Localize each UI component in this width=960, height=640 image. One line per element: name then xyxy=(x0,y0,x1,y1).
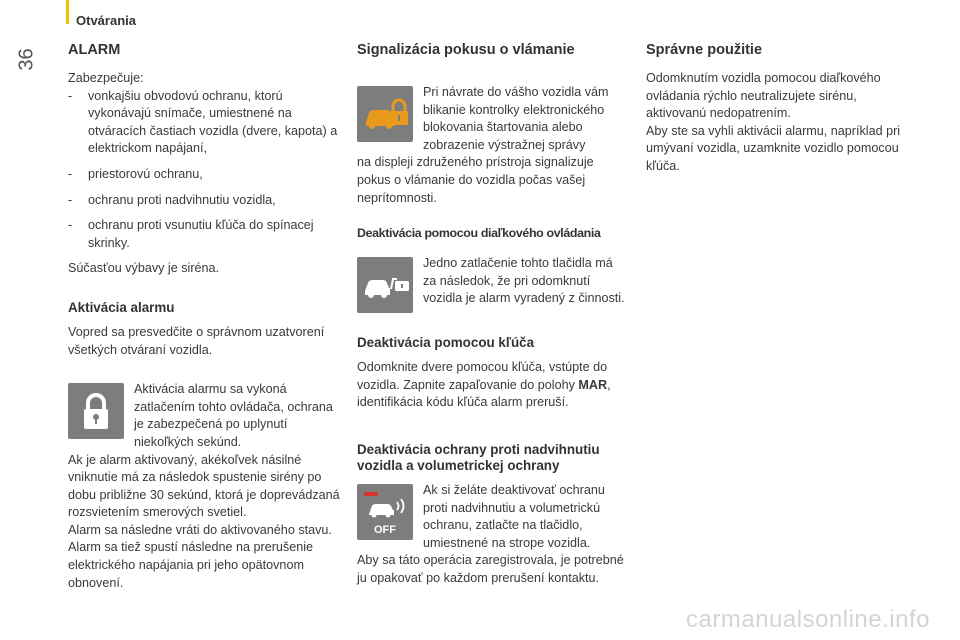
key-deactivation-heading: Deaktivácia pomocou kľúča xyxy=(357,335,535,351)
lift-after-text: Aby sa táto operácia zaregistrovala, je potrebné ju opakovať po každom prerušení kontaktu. xyxy=(357,553,624,585)
correct-use-text: Odomknutím vozidla pomocou diaľkového ovládania rýchlo neutralizujete sirénu, aktivovanú nedopatrením. Aby ste sa vyhli aktivácii alarmu, napríklad pri umývaní vozidla, uzamknite vozidlo pomocou kľúča. xyxy=(646,71,901,173)
remote-icon-text: Jedno zatlačenie tohto tlačidla má za následok, že pri odomknutí vozidla je alarm vyradený z činnosti. xyxy=(423,256,625,306)
activation-text: Vopred sa presvedčite o správnom uzatvorení všetkých otváraní vozidla. xyxy=(68,324,325,357)
column-3 xyxy=(646,40,908,176)
activation-icon-block xyxy=(68,381,340,451)
car-lock-warning-icon xyxy=(357,86,413,142)
remote-deactivation-heading: Deaktivácia pomocou diaľkového ovládania xyxy=(357,226,601,241)
key-deactivation-text: Odomknite dvere pomocou kľúča, vstúpte do vozidla. Zapnite zapaľovanie do polohy MAR, identifikácia kódu kľúča alarm preruší. xyxy=(357,360,611,410)
section-title: Otvárania xyxy=(76,13,136,28)
activation-after-text: Ak je alarm aktivovaný, akékoľvek násilné vniknutie má za následok spustenie sirény po dobu približne 30 sekúnd, ktorá je doprevádzaná rozsvietením smerových svetiel. Alarm sa následne vráti do aktivovaného stavu. Alarm sa tiež spustí následne na prerušenie elektrického napájania pri jeho opätovnom obnovení. xyxy=(68,452,340,590)
signal-after-text: na displeji združeného prístroja signalizuje pokus o vlámanie do vozidla počas vašej neprítomnosti. xyxy=(357,155,594,205)
padlock-icon xyxy=(68,383,124,439)
column-1 xyxy=(68,40,340,592)
alarm-heading: ALARM xyxy=(68,42,121,58)
lift-icon-block xyxy=(357,482,629,552)
activation-icon-text: Aktivácia alarmu sa vykoná zatlačením tohto ovládača, ochrana je zabezpečená po uplynutí niekoľkých sekúnd. xyxy=(134,382,333,449)
correct-use-heading: Správne použitie xyxy=(646,42,763,58)
list-item: - ochranu proti nadvihnutiu vozidla, xyxy=(68,192,276,207)
signal-heading: Signalizácia pokusu o vlámanie xyxy=(357,42,575,58)
lift-icon-text: Ak si želáte deaktivovať ochranu proti nadvihnutiu a volumetrickú ochranu, zatlačte na tlačidlo, umiestnené na strope vozidla. xyxy=(423,482,605,550)
lift-protection-off-icon xyxy=(357,484,413,540)
ignition-position-label: MAR xyxy=(578,377,608,392)
signal-icon-text: Pri návrate do vášho vozidla vám blikanie kontrolky elektronického blokovania štartovania alebo zobrazenie výstražnej správy xyxy=(423,85,609,152)
svg-text:OFF: OFF xyxy=(374,523,396,536)
lift-deactivation-heading: Deaktivácia ochrany proti nadvihnutiu vozidla a volumetrickej ochrany xyxy=(357,441,600,473)
list-item: - priestorovú ochranu, xyxy=(68,166,203,181)
remote-icon-block xyxy=(357,255,629,313)
alarm-protection-list xyxy=(68,88,340,253)
column-2 xyxy=(357,40,629,588)
header-accent-bar xyxy=(66,0,69,24)
list-item: - ochranu proti vsunutiu kľúča do spínacej skrinky. xyxy=(68,218,314,250)
list-item: - vonkajšiu obvodovú ochranu, ktorú vykonávajú snímače, umiestnené na otváracích častiach vozidla (dvere, kapota) a elektrickom napájaní, xyxy=(68,88,338,156)
activation-heading: Aktivácia alarmu xyxy=(68,299,175,315)
watermark: carmanualsonline.info xyxy=(686,606,930,633)
alarm-intro: Zabezpečuje: xyxy=(68,71,144,85)
alarm-footer: Súčasťou výbavy je siréna. xyxy=(68,261,220,276)
car-unlock-remote-icon xyxy=(357,257,413,313)
page-number: 36 xyxy=(15,48,38,71)
signal-icon-block xyxy=(357,84,629,154)
